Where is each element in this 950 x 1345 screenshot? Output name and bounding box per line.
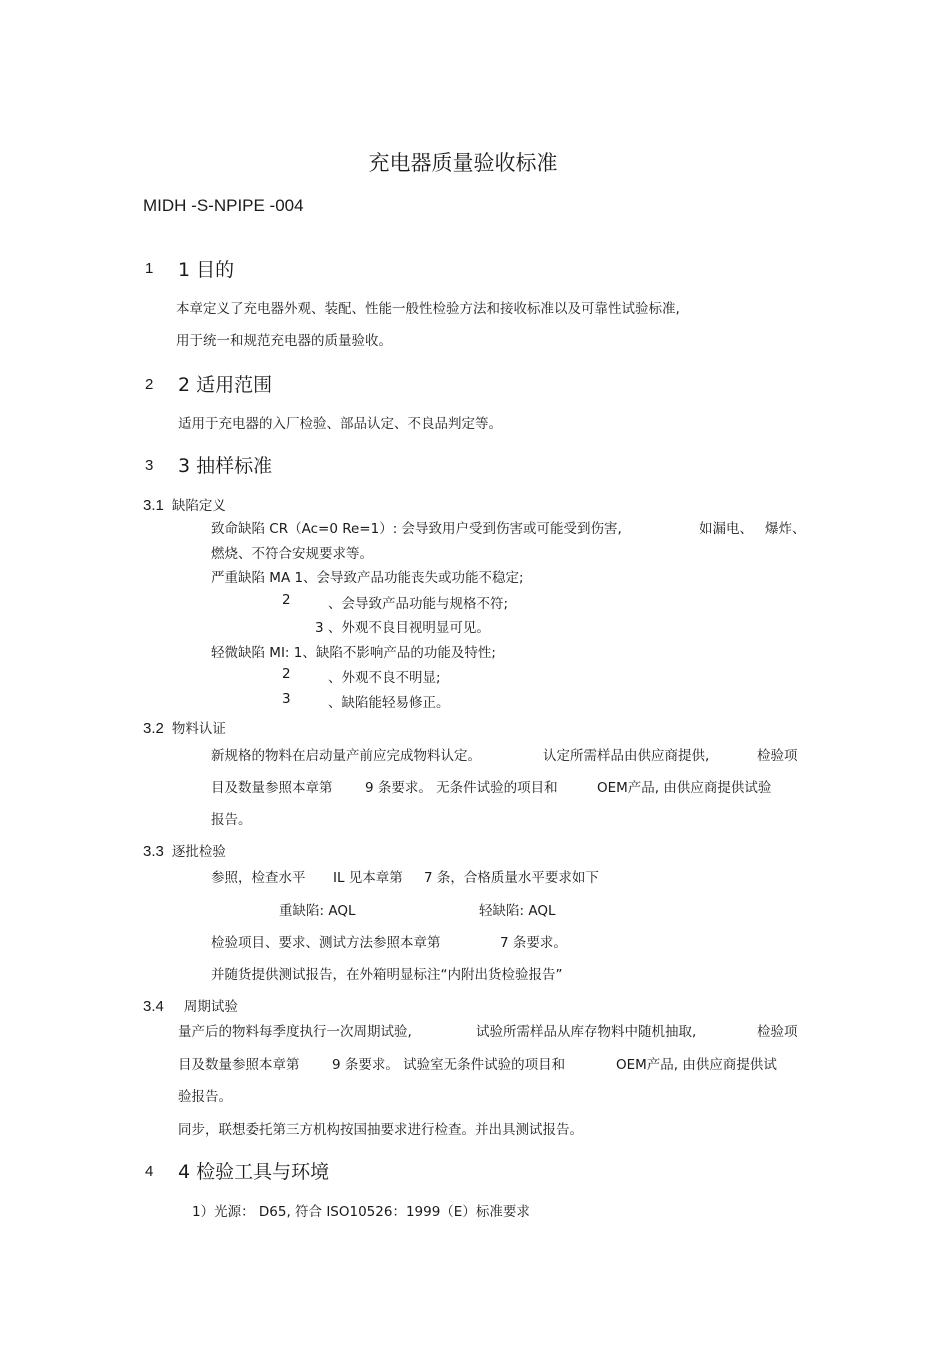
subsection-3-3-heading <box>143 840 226 860</box>
subsection-3-3-number: 3.3 <box>143 843 164 860</box>
aql-minor: 轻缺陷: AQL <box>479 903 556 919</box>
section-1-line-1: 本章定义了充电器外观、装配、性能一般性检验方法和接收标准以及可靠性试验标准, <box>176 301 680 317</box>
s32-line-2a: 目及数量参照本章第 <box>211 780 333 796</box>
minor-defect-line-2: 、外观不良不明显; <box>328 670 441 686</box>
s33-line-4: 并随货提供测试报告，在外箱明显标注“内附出货检验报告” <box>211 967 563 983</box>
section-2-line-1: 适用于充电器的入厂检验、部品认定、不良品判定等。 <box>178 416 502 432</box>
section-3-number: 3 <box>145 457 154 474</box>
subsection-3-4-label: 周期试验 <box>183 999 238 1015</box>
subsection-3-1-label: 缺陷定义 <box>171 498 226 514</box>
s34-line-4: 同步，联想委托第三方机构按国抽要求进行检查。并出具测试报告。 <box>178 1122 583 1138</box>
document-code: MIDH -S-NPIPE -004 <box>143 196 304 215</box>
subsection-3-4-heading <box>143 995 238 1015</box>
page-title: 充电器质量验收标准 <box>368 151 558 175</box>
s34-line-2b: 9 条要求。 试验室无条件试验的项目和 <box>332 1057 566 1073</box>
section-4-heading: 4 检验工具与环境 <box>178 1161 330 1183</box>
major-defect-line-3: 3 、外观不良目视明显可见。 <box>315 620 490 636</box>
s34-line-1b: 试验所需样品从库存物料中随机抽取, <box>476 1024 697 1040</box>
subsection-3-1-heading <box>143 494 226 514</box>
s33-line-3b: 7 条要求。 <box>500 935 567 951</box>
s34-line-1c: 检验项 <box>757 1024 798 1040</box>
s33-line-1a: 参照，检查水平 <box>211 870 306 886</box>
s34-line-2c: OEM产品, 由供应商提供试 <box>616 1057 777 1073</box>
section-3-heading: 3 抽样标准 <box>178 455 273 477</box>
s32-line-1b: 认定所需样品由供应商提供, <box>543 748 710 764</box>
s33-line-3a: 检验项目、要求、测试方法参照本章第 <box>211 935 441 951</box>
section-4-number: 4 <box>145 1163 154 1180</box>
section-1-number: 1 <box>145 260 154 277</box>
major-defect-number-2: 2 <box>282 592 291 608</box>
section-1-line-2: 用于统一和规范充电器的质量验收。 <box>176 333 392 349</box>
section-2-number: 2 <box>145 376 154 393</box>
s33-line-1c: 7 条，合格质量水平要求如下 <box>424 870 599 886</box>
s32-line-2b: 9 条要求。 无条件试验的项目和 <box>365 780 558 796</box>
major-defect-line-2: 、会导致产品功能与规格不符; <box>328 596 509 612</box>
section-4-line-1: 1）光源： D65, 符合 ISO10526：1999（E）标准要求 <box>192 1204 530 1220</box>
s33-line-1b: IL 见本章第 <box>333 870 403 886</box>
subsection-3-2-label: 物料认证 <box>171 721 226 737</box>
s32-line-2c: OEM产品, 由供应商提供试验 <box>597 780 772 796</box>
critical-defect-line: 致命缺陷 CR（Ac=0 Re=1）: 会导致用户受到伤害或可能受到伤害, <box>211 521 622 537</box>
minor-defect-line-3: 、缺陷能轻易修正。 <box>328 695 450 711</box>
s32-line-1a: 新规格的物料在启动量产前应完成物料认定。 <box>211 748 481 764</box>
subsection-3-2-heading <box>143 717 226 737</box>
section-2-heading: 2 适用范围 <box>178 374 273 396</box>
s34-line-2a: 目及数量参照本章第 <box>178 1057 300 1073</box>
s34-line-1a: 量产后的物料每季度执行一次周期试验, <box>178 1024 412 1040</box>
s32-line-1c: 检验项 <box>757 748 798 764</box>
critical-defect-example-1: 如漏电、 <box>699 521 753 537</box>
minor-defect-number-2: 2 <box>282 666 291 682</box>
section-1-heading: 1 目的 <box>178 259 235 281</box>
subsection-3-3-label: 逐批检验 <box>171 844 226 860</box>
minor-defect-line-1: 轻微缺陷 MI: 1、缺陷不影响产品的功能及特性; <box>211 645 496 661</box>
subsection-3-1-number: 3.1 <box>143 497 164 514</box>
s34-line-3: 验报告。 <box>178 1089 232 1105</box>
s32-line-3: 报告。 <box>211 812 252 828</box>
minor-defect-number-3: 3 <box>282 691 291 707</box>
major-defect-line-1: 严重缺陷 MA 1、会导致产品功能丧失或功能不稳定; <box>211 570 524 586</box>
critical-defect-line-2: 燃烧、不符合安规要求等。 <box>211 546 373 562</box>
aql-major: 重缺陷: AQL <box>279 903 356 919</box>
subsection-3-2-number: 3.2 <box>143 720 164 737</box>
subsection-3-4-number: 3.4 <box>143 998 164 1015</box>
critical-defect-example-2: 爆炸、 <box>765 521 806 537</box>
